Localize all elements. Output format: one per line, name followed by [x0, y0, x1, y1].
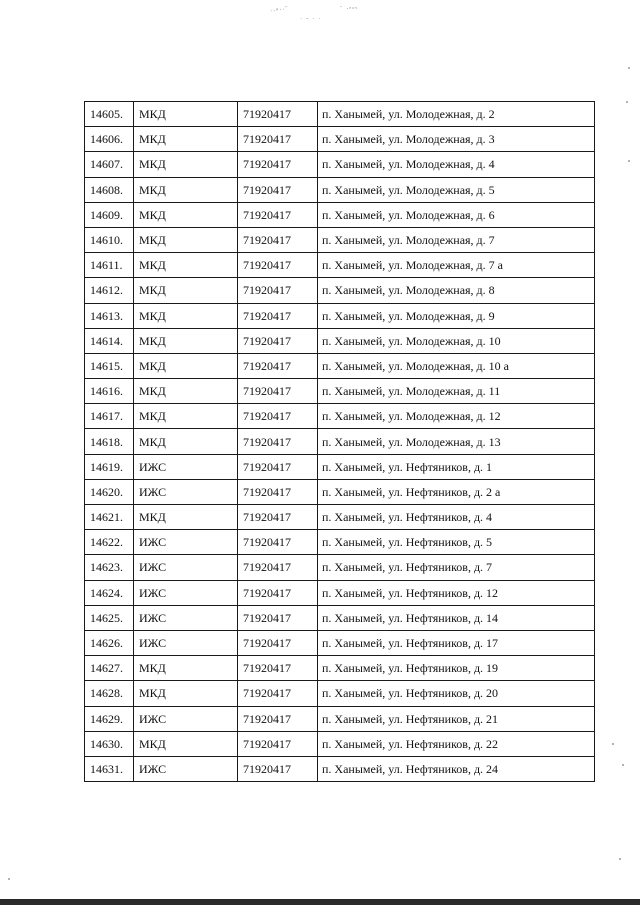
building-type: МКД [134, 278, 238, 303]
oktmo-code: 71920417 [238, 404, 318, 429]
address-cell: п. Ханымей, ул. Молодежная, д. 7 а [318, 253, 595, 278]
scan-speck [612, 743, 614, 745]
scan-speck [622, 764, 624, 766]
oktmo-code: 71920417 [238, 731, 318, 756]
oktmo-code: 71920417 [238, 127, 318, 152]
row-number: 14611. [85, 253, 134, 278]
table-row [85, 656, 595, 681]
scan-speck [8, 878, 10, 880]
address-cell: п. Ханымей, ул. Нефтяников, д. 1 [318, 454, 595, 479]
row-number: 14627. [85, 656, 134, 681]
row-number: 14623. [85, 555, 134, 580]
address-cell: п. Ханымей, ул. Молодежная, д. 8 [318, 278, 595, 303]
oktmo-code: 71920417 [238, 328, 318, 353]
row-number: 14631. [85, 756, 134, 781]
building-type: ИЖС [134, 630, 238, 655]
building-type: МКД [134, 127, 238, 152]
address-registry-table [84, 101, 595, 782]
table-row [85, 555, 595, 580]
building-type: МКД [134, 404, 238, 429]
row-number: 14618. [85, 429, 134, 454]
building-type: МКД [134, 731, 238, 756]
table-row [85, 756, 595, 781]
oktmo-code: 71920417 [238, 656, 318, 681]
row-number: 14629. [85, 706, 134, 731]
table-row [85, 530, 595, 555]
oktmo-code: 71920417 [238, 530, 318, 555]
oktmo-code: 71920417 [238, 278, 318, 303]
address-cell: п. Ханымей, ул. Молодежная, д. 12 [318, 404, 595, 429]
row-number: 14610. [85, 227, 134, 252]
oktmo-code: 71920417 [238, 379, 318, 404]
building-type: МКД [134, 303, 238, 328]
address-cell: п. Ханымей, ул. Нефтяников, д. 7 [318, 555, 595, 580]
building-type: МКД [134, 202, 238, 227]
row-number: 14614. [85, 328, 134, 353]
building-type: МКД [134, 177, 238, 202]
row-number: 14621. [85, 505, 134, 530]
address-cell: п. Ханымей, ул. Молодежная, д. 5 [318, 177, 595, 202]
oktmo-code: 71920417 [238, 303, 318, 328]
building-type: ИЖС [134, 580, 238, 605]
oktmo-code: 71920417 [238, 202, 318, 227]
row-number: 14628. [85, 681, 134, 706]
table-row [85, 202, 595, 227]
row-number: 14620. [85, 479, 134, 504]
oktmo-code: 71920417 [238, 102, 318, 127]
building-type: ИЖС [134, 555, 238, 580]
table-row [85, 505, 595, 530]
table-row [85, 630, 595, 655]
oktmo-code: 71920417 [238, 454, 318, 479]
building-type: МКД [134, 681, 238, 706]
building-type: МКД [134, 505, 238, 530]
address-cell: п. Ханымей, ул. Молодежная, д. 10 [318, 328, 595, 353]
oktmo-code: 71920417 [238, 605, 318, 630]
row-number: 14608. [85, 177, 134, 202]
address-cell: п. Ханымей, ул. Молодежная, д. 2 [318, 102, 595, 127]
table-row [85, 605, 595, 630]
row-number: 14625. [85, 605, 134, 630]
building-type: МКД [134, 429, 238, 454]
address-cell: п. Ханымей, ул. Молодежная, д. 3 [318, 127, 595, 152]
table-row [85, 580, 595, 605]
table-row [85, 454, 595, 479]
address-cell: п. Ханымей, ул. Молодежная, д. 9 [318, 303, 595, 328]
building-type: ИЖС [134, 454, 238, 479]
row-number: 14617. [85, 404, 134, 429]
row-number: 14605. [85, 102, 134, 127]
table-row [85, 379, 595, 404]
table-row [85, 278, 595, 303]
address-cell: п. Ханымей, ул. Молодежная, д. 10 а [318, 353, 595, 378]
table-row [85, 227, 595, 252]
address-cell: п. Ханымей, ул. Молодежная, д. 11 [318, 379, 595, 404]
row-number: 14606. [85, 127, 134, 152]
row-number: 14622. [85, 530, 134, 555]
building-type: ИЖС [134, 756, 238, 781]
address-cell: п. Ханымей, ул. Нефтяников, д. 14 [318, 605, 595, 630]
table-row [85, 479, 595, 504]
building-type: МКД [134, 253, 238, 278]
building-type: МКД [134, 656, 238, 681]
scan-speck [628, 67, 630, 69]
scan-speck [626, 101, 628, 103]
oktmo-code: 71920417 [238, 580, 318, 605]
address-cell: п. Ханымей, ул. Молодежная, д. 7 [318, 227, 595, 252]
row-number: 14624. [85, 580, 134, 605]
oktmo-code: 71920417 [238, 505, 318, 530]
oktmo-code: 71920417 [238, 681, 318, 706]
building-type: ИЖС [134, 530, 238, 555]
table-row [85, 429, 595, 454]
address-cell: п. Ханымей, ул. Нефтяников, д. 22 [318, 731, 595, 756]
oktmo-code: 71920417 [238, 227, 318, 252]
building-type: МКД [134, 227, 238, 252]
building-type: МКД [134, 379, 238, 404]
table-row [85, 102, 595, 127]
oktmo-code: 71920417 [238, 756, 318, 781]
building-type: ИЖС [134, 605, 238, 630]
scan-artifact-marks: ·∙ⁿ·∙ˆ ¨ ·ᵉᵒᵛ ˙ ˆ ˙ ˙ [269, 4, 359, 25]
row-number: 14609. [85, 202, 134, 227]
row-number: 14612. [85, 278, 134, 303]
address-cell: п. Ханымей, ул. Нефтяников, д. 4 [318, 505, 595, 530]
oktmo-code: 71920417 [238, 353, 318, 378]
table-row [85, 706, 595, 731]
table-row [85, 404, 595, 429]
row-number: 14615. [85, 353, 134, 378]
building-type: ИЖС [134, 479, 238, 504]
address-cell: п. Ханымей, ул. Нефтяников, д. 12 [318, 580, 595, 605]
oktmo-code: 71920417 [238, 253, 318, 278]
table-row [85, 328, 595, 353]
oktmo-code: 71920417 [238, 706, 318, 731]
scan-speck [628, 160, 630, 162]
address-cell: п. Ханымей, ул. Молодежная, д. 6 [318, 202, 595, 227]
row-number: 14607. [85, 152, 134, 177]
address-cell: п. Ханымей, ул. Нефтяников, д. 20 [318, 681, 595, 706]
address-cell: п. Ханымей, ул. Нефтяников, д. 21 [318, 706, 595, 731]
oktmo-code: 71920417 [238, 630, 318, 655]
table-row [85, 303, 595, 328]
table-row [85, 731, 595, 756]
building-type: МКД [134, 328, 238, 353]
oktmo-code: 71920417 [238, 479, 318, 504]
address-cell: п. Ханымей, ул. Нефтяников, д. 17 [318, 630, 595, 655]
registry-table-body [85, 102, 595, 782]
oktmo-code: 71920417 [238, 177, 318, 202]
scan-speck [619, 858, 621, 860]
row-number: 14619. [85, 454, 134, 479]
address-cell: п. Ханымей, ул. Молодежная, д. 4 [318, 152, 595, 177]
oktmo-code: 71920417 [238, 555, 318, 580]
address-cell: п. Ханымей, ул. Нефтяников, д. 24 [318, 756, 595, 781]
building-type: МКД [134, 102, 238, 127]
address-cell: п. Ханымей, ул. Нефтяников, д. 5 [318, 530, 595, 555]
building-type: ИЖС [134, 706, 238, 731]
row-number: 14616. [85, 379, 134, 404]
oktmo-code: 71920417 [238, 152, 318, 177]
scan-bottom-edge [0, 899, 640, 905]
table-row [85, 152, 595, 177]
building-type: МКД [134, 353, 238, 378]
table-row [85, 177, 595, 202]
row-number: 14630. [85, 731, 134, 756]
building-type: МКД [134, 152, 238, 177]
table-row [85, 253, 595, 278]
row-number: 14613. [85, 303, 134, 328]
table-row [85, 681, 595, 706]
row-number: 14626. [85, 630, 134, 655]
table-row [85, 353, 595, 378]
table-row [85, 127, 595, 152]
address-cell: п. Ханымей, ул. Нефтяников, д. 2 а [318, 479, 595, 504]
address-cell: п. Ханымей, ул. Нефтяников, д. 19 [318, 656, 595, 681]
oktmo-code: 71920417 [238, 429, 318, 454]
address-cell: п. Ханымей, ул. Молодежная, д. 13 [318, 429, 595, 454]
